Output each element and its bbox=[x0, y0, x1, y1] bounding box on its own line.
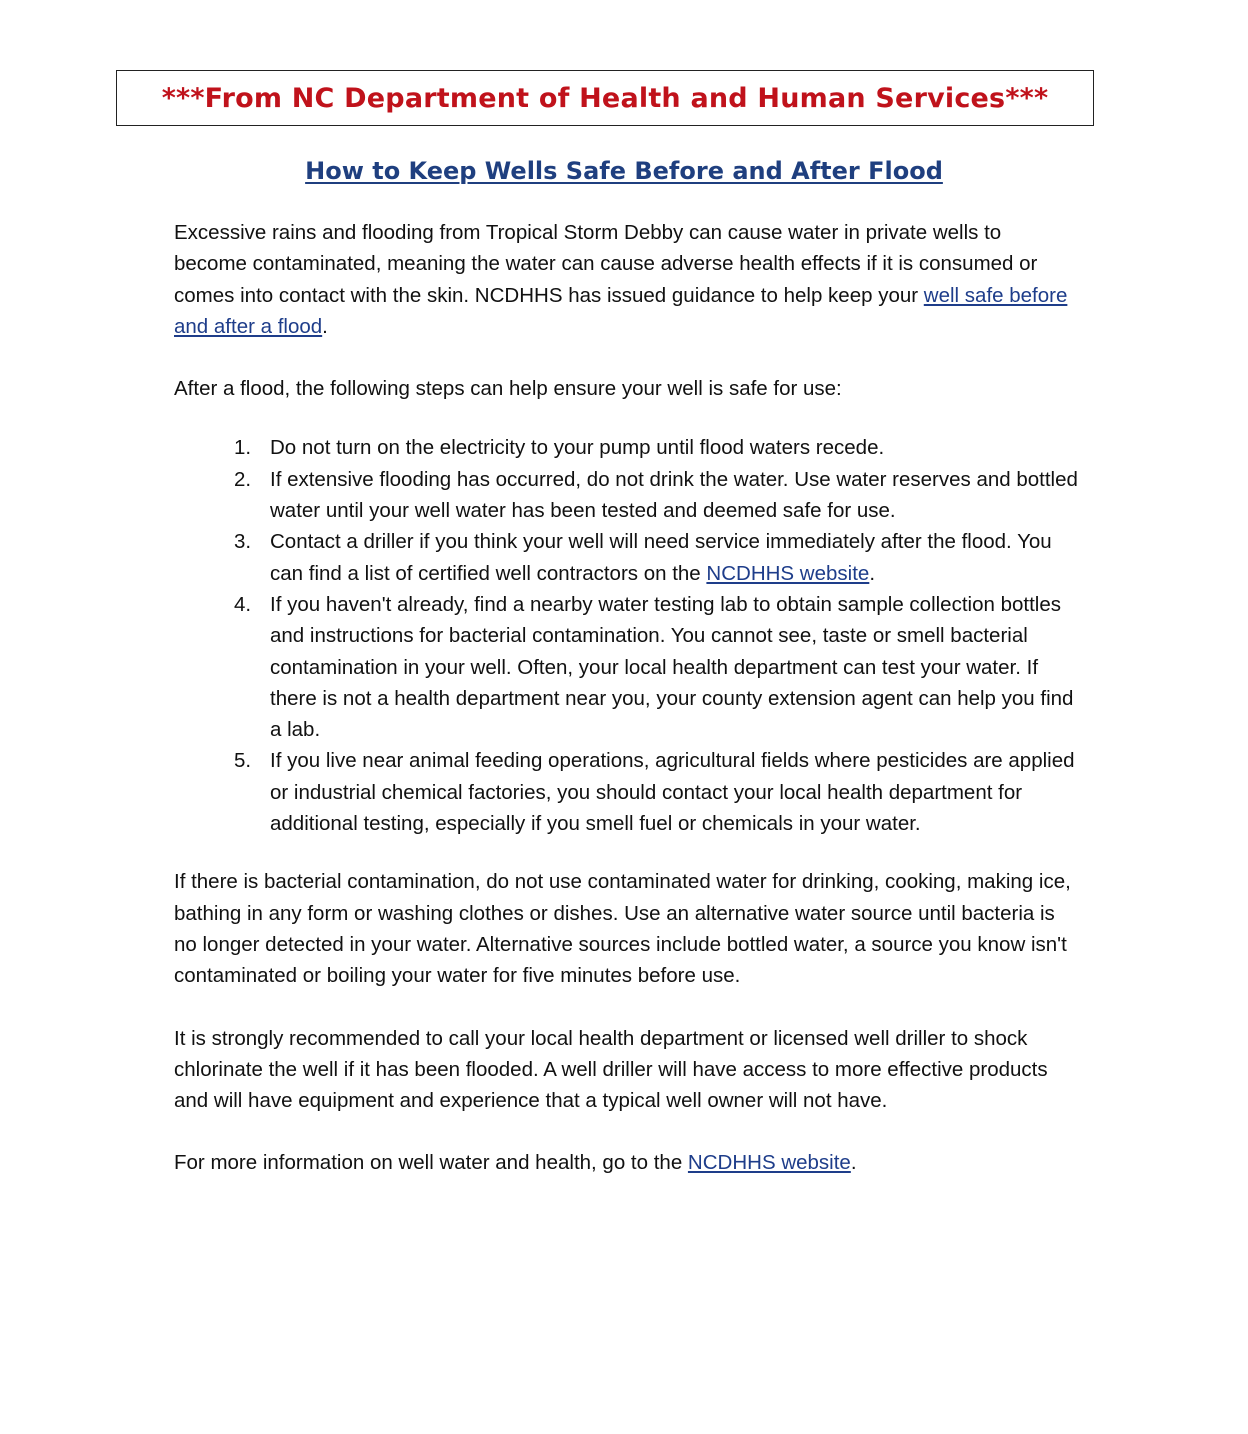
more-info-text: For more information on well water and health, go to the bbox=[174, 1151, 688, 1175]
list-item bbox=[174, 526, 1079, 589]
ncdhhs-website-link[interactable]: NCDHHS website bbox=[687, 1151, 851, 1175]
list-number: 4. bbox=[234, 592, 252, 616]
list-item-text: If you live near animal feeding operations, agricultural fields where pesticides are applied or industrial chemical factories, you should contact your local health department for additional testing, especially if you smell fuel or chemicals in your water. bbox=[270, 749, 1075, 836]
banner-text: ***From NC Department of Health and Human Services*** bbox=[161, 82, 1049, 114]
intro-text: Excessive rains and flooding from Tropical Storm Debby can cause water in private wells to become contaminated, meaning the water can cause adverse health effects if it is consumed or comes into contact with the skin. NCDHHS has issued guidance to help keep your bbox=[174, 221, 1038, 307]
source-banner bbox=[116, 70, 1094, 126]
list-item bbox=[174, 589, 1079, 745]
list-number: 2. bbox=[234, 467, 252, 491]
list-item-text: If you haven't already, find a nearby water testing lab to obtain sample collection bottles and instructions for bacterial contamination. You cannot see, taste or smell bacterial contamination in your well. Often, your local health department can test your water. If there is not a health department near you, your county extension agent can help you find a lab. bbox=[270, 592, 1074, 742]
list-item-text: Contact a driller if you think your well will need service immediately after the flood. You can find a list of certified well contractors on the bbox=[270, 530, 1052, 585]
list-item bbox=[174, 464, 1079, 527]
steps-intro-paragraph: After a flood, the following steps can help ensure your well is safe for use: bbox=[174, 377, 842, 401]
more-info-end: . bbox=[850, 1151, 857, 1175]
bacteria-paragraph: If there is bacterial contamination, do not use contaminated water for drinking, cooking, making ice, bathing in any form or washing clothes or dishes. Use an alternative water source until bacteria is no longer detected in your water. Alternative sources include bottled water, a source you know isn't contaminated or boiling your water for five minutes before use. bbox=[174, 870, 1071, 988]
list-item-end: . bbox=[869, 561, 876, 585]
list-item bbox=[174, 432, 1079, 463]
more-info-paragraph bbox=[174, 1147, 1079, 1178]
list-item-text: Do not turn on the electricity to your pump until flood waters recede. bbox=[270, 436, 885, 460]
list-number: 1. bbox=[234, 436, 252, 460]
intro-end: . bbox=[322, 314, 328, 338]
contractors-website-link[interactable]: NCDHHS website bbox=[706, 561, 870, 585]
list-item-text: If extensive flooding has occurred, do not drink the water. Use water reserves and bottled water until your well water has been tested and deemed safe for use. bbox=[270, 467, 1078, 523]
well-safe-link[interactable]: well safe before and after a flood bbox=[174, 283, 1068, 338]
list-item bbox=[174, 745, 1079, 839]
steps-list bbox=[174, 432, 1079, 839]
page-title bbox=[0, 154, 1248, 188]
chlorinate-paragraph: It is strongly recommended to call your local health department or licensed well driller to shock chlorinate the well if it has been flooded. A well driller will have access to more effective products and will have equipment and experience that a typical well owner will not have. bbox=[174, 1026, 1048, 1113]
intro-paragraph bbox=[174, 217, 1079, 342]
title-link[interactable]: How to Keep Wells Safe Before and After Flood bbox=[305, 157, 943, 185]
list-number: 5. bbox=[234, 749, 252, 773]
document-body bbox=[174, 217, 1079, 1210]
list-number: 3. bbox=[234, 530, 252, 554]
